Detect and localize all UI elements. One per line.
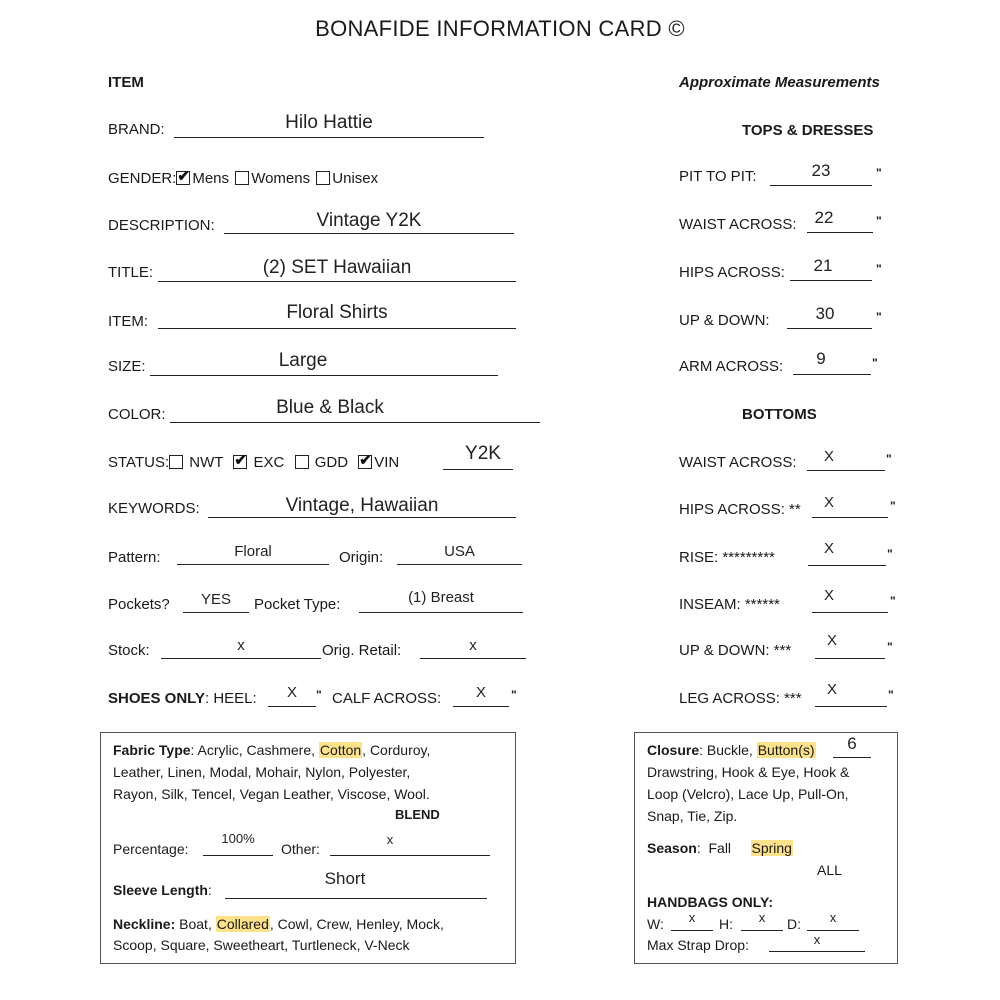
d-line <box>807 930 859 931</box>
pattern-field[interactable]: Floral <box>234 543 272 560</box>
d-label: D: <box>787 916 801 932</box>
gender-womens-checkbox[interactable] <box>235 171 249 185</box>
orig-retail-field[interactable]: x <box>469 637 477 654</box>
status-era-field[interactable]: Y2K <box>465 443 501 464</box>
sleeve-length-row <box>113 879 212 901</box>
pattern-label: Pattern: <box>108 549 161 566</box>
origin-field[interactable]: USA <box>444 543 475 560</box>
calf-inch-mark: " <box>511 688 517 702</box>
leg-across-line <box>815 706 887 707</box>
strap-line <box>769 951 865 952</box>
pockets-line <box>183 612 249 613</box>
description-field[interactable]: Vintage Y2K <box>316 210 422 231</box>
item-label: ITEM: <box>108 313 148 330</box>
h-label: H: <box>719 916 733 932</box>
inseam-line <box>812 612 888 613</box>
fabric-text-pre: : Acrylic, Cashmere, <box>190 742 319 758</box>
shoes-only-label: SHOES ONLY <box>108 690 205 707</box>
pit-to-pit-inch: " <box>876 166 882 180</box>
strap-label: Max Strap Drop: <box>647 937 749 953</box>
strap-field[interactable]: x <box>813 932 821 947</box>
bottoms-up-down-line <box>815 658 885 659</box>
neckline-line-2: Scoop, Square, Sweetheart, Turtleneck, V-Neck <box>113 937 410 953</box>
season-all[interactable]: ALL <box>817 862 842 878</box>
leg-across-field[interactable]: X <box>826 681 837 698</box>
status-gdd-checkbox[interactable] <box>295 455 309 469</box>
pockets-label: Pockets? <box>108 596 170 613</box>
closure-line-4: Snap, Tie, Zip. <box>647 808 738 824</box>
gender-mens-label: Mens <box>192 170 230 187</box>
gender-unisex-checkbox[interactable] <box>316 171 330 185</box>
bottoms-waist-field[interactable]: X <box>823 448 834 465</box>
fabric-line-3: Rayon, Silk, Tencel, Vegan Leather, Viscose, Wool. <box>113 786 430 802</box>
tops-up-down-line <box>787 328 872 329</box>
status-vin-label: VIN <box>374 454 400 471</box>
title-label: TITLE: <box>108 264 154 281</box>
closure-count-field[interactable]: 6 <box>847 734 857 753</box>
closure-box <box>634 732 898 964</box>
page-title: BONAFIDE INFORMATION CARD © <box>315 16 685 41</box>
arm-across-line <box>793 374 871 375</box>
keywords-label: KEYWORDS: <box>108 500 200 517</box>
tops-waist-field[interactable]: 22 <box>814 208 834 227</box>
origin-label: Origin: <box>339 549 384 566</box>
handbags-label: HANDBAGS ONLY: <box>647 894 774 910</box>
fabric-text-post: , Corduroy, <box>362 742 431 758</box>
rise-label: RISE: ********* <box>679 549 775 566</box>
closure-line-3: Loop (Velcro), Lace Up, Pull-On, <box>647 786 849 802</box>
item-field[interactable]: Floral Shirts <box>286 302 388 323</box>
item-section-label: ITEM <box>108 74 144 91</box>
bottoms-waist-inch: " <box>886 452 892 466</box>
inseam-label: INSEAM: ****** <box>679 596 780 613</box>
season-spring-highlight[interactable]: Spring <box>751 840 792 856</box>
bottoms-waist-label: WAIST ACROSS: <box>679 454 797 471</box>
closure-buttons-highlight[interactable]: Button(s) <box>757 742 815 758</box>
fabric-line-2: Leather, Linen, Modal, Mohair, Nylon, Polyester, <box>113 764 411 780</box>
color-field[interactable]: Blue & Black <box>276 397 384 418</box>
pattern-line <box>177 564 329 565</box>
measurements-heading: Approximate Measurements <box>679 74 880 91</box>
pocket-type-label: Pocket Type: <box>254 596 341 613</box>
calf-across-label: CALF ACROSS: <box>332 690 442 707</box>
fabric-type-label: Fabric Type <box>113 742 191 758</box>
status-nwt-checkbox[interactable] <box>169 455 183 469</box>
season-fall[interactable]: Fall <box>708 840 732 856</box>
sleeve-field[interactable]: Short <box>324 869 366 888</box>
neckline-label: Neckline: <box>113 916 176 932</box>
tops-up-down-field[interactable]: 30 <box>815 304 835 323</box>
other-label: Other: <box>281 841 320 857</box>
origin-line <box>397 564 522 565</box>
color-line <box>170 422 540 423</box>
status-exc-checkbox[interactable] <box>233 455 247 469</box>
status-label: STATUS: <box>108 454 170 471</box>
sleeve-colon: : <box>207 882 212 898</box>
neckline-line-1 <box>113 913 444 935</box>
arm-across-field[interactable]: 9 <box>816 349 826 368</box>
closure-line-1 <box>647 739 816 761</box>
h-field[interactable]: x <box>758 910 766 925</box>
bottoms-hips-inch: " <box>890 499 896 513</box>
tops-hips-inch: " <box>876 262 882 276</box>
heel-inch-mark: " <box>316 688 322 702</box>
other-line <box>330 855 490 856</box>
heel-label: : HEEL: <box>204 690 257 707</box>
calf-line <box>453 706 509 707</box>
leg-across-label: LEG ACROSS: *** <box>679 690 802 707</box>
bottoms-hips-line <box>812 517 888 518</box>
arm-across-inch: " <box>872 356 878 370</box>
h-line <box>741 930 783 931</box>
other-field[interactable]: x <box>386 832 394 847</box>
status-nwt-label: NWT <box>189 454 224 471</box>
size-line <box>150 375 498 376</box>
gender-unisex-label: Unisex <box>332 170 379 187</box>
pocket-type-field[interactable]: (1) Breast <box>408 589 474 606</box>
neckline-text-pre: Boat, <box>175 916 216 932</box>
sleeve-length-label: Sleeve Length <box>113 882 208 898</box>
heel-line <box>268 706 316 707</box>
tops-waist-line <box>807 232 873 233</box>
bottoms-up-down-label: UP & DOWN: *** <box>679 642 792 659</box>
w-field[interactable]: x <box>688 910 696 925</box>
status-gdd-label: GDD <box>314 454 349 471</box>
percentage-field[interactable]: 100% <box>221 831 255 846</box>
bottoms-heading: BOTTOMS <box>742 406 817 423</box>
closure-label: Closure <box>647 742 700 758</box>
fabric-line-1 <box>113 739 430 761</box>
tops-hips-line <box>790 280 872 281</box>
shoes-heel-label <box>108 690 257 707</box>
brand-field[interactable]: Hilo Hattie <box>285 112 373 133</box>
keywords-line <box>208 517 516 518</box>
closure-count-line <box>833 757 871 758</box>
rise-field[interactable]: X <box>823 540 834 557</box>
fabric-box <box>100 732 516 964</box>
w-line <box>671 930 713 931</box>
neckline-collared-highlight[interactable]: Collared <box>216 916 269 932</box>
tops-hips-field[interactable]: 21 <box>813 256 833 275</box>
color-label: COLOR: <box>108 406 166 423</box>
closure-text-pre: : Buckle, <box>699 742 757 758</box>
bottoms-waist-line <box>807 470 885 471</box>
pit-to-pit-label: PIT TO PIT: <box>679 168 757 185</box>
sleeve-line <box>225 898 487 899</box>
tops-waist-inch: " <box>876 214 882 228</box>
season-colon: : <box>696 840 701 856</box>
stock-field[interactable]: x <box>237 637 245 654</box>
title-field[interactable]: (2) SET Hawaiian <box>262 257 412 278</box>
brand-line <box>174 137 484 138</box>
status-exc-label: EXC <box>253 454 285 471</box>
percentage-line <box>203 855 273 856</box>
season-row <box>647 837 793 859</box>
keywords-field[interactable]: Vintage, Hawaiian <box>285 495 439 516</box>
bottoms-up-down-inch: " <box>887 640 893 654</box>
orig-retail-line <box>420 658 526 659</box>
gender-womens-label: Womens <box>251 170 311 187</box>
status-vin-checkbox[interactable] <box>358 455 372 469</box>
size-label: SIZE: <box>108 358 146 375</box>
description-line <box>224 233 514 234</box>
brand-label: BRAND: <box>108 121 165 138</box>
pit-to-pit-field[interactable]: 23 <box>811 161 831 180</box>
fabric-cotton-highlight[interactable]: Cotton <box>319 742 362 758</box>
tops-up-down-inch: " <box>876 310 882 324</box>
gender-label: GENDER: <box>108 170 177 187</box>
orig-retail-label: Orig. Retail: <box>322 642 402 659</box>
d-field[interactable]: x <box>829 910 837 925</box>
w-label: W: <box>647 916 664 932</box>
rise-inch: " <box>887 547 893 561</box>
description-label: DESCRIPTION: <box>108 217 215 234</box>
size-field[interactable]: Large <box>278 350 328 371</box>
gender-mens-checkbox[interactable] <box>176 171 190 185</box>
leg-across-inch: " <box>888 688 894 702</box>
pit-to-pit-line <box>770 185 872 186</box>
tops-waist-label: WAIST ACROSS: <box>679 216 797 233</box>
calf-field[interactable]: X <box>475 684 486 701</box>
blend-label: BLEND <box>395 807 440 822</box>
gender-row <box>108 170 378 187</box>
tops-heading: TOPS & DRESSES <box>742 122 874 139</box>
tops-hips-label: HIPS ACROSS: <box>679 264 785 281</box>
pockets-field[interactable]: YES <box>200 591 231 608</box>
neckline-text-post: , Cowl, Crew, Henley, Mock, <box>269 916 444 932</box>
closure-line-2: Drawstring, Hook & Eye, Hook & <box>647 764 850 780</box>
bottoms-hips-field[interactable]: X <box>823 494 834 511</box>
bottoms-hips-label: HIPS ACROSS: ** <box>679 501 801 518</box>
bottoms-up-down-field[interactable]: X <box>826 632 837 649</box>
rise-line <box>808 565 886 566</box>
title-line <box>158 281 516 282</box>
stock-label: Stock: <box>108 642 150 659</box>
inseam-field[interactable]: X <box>823 587 834 604</box>
stock-line <box>161 658 321 659</box>
inseam-inch: " <box>890 594 896 608</box>
item-line <box>158 328 516 329</box>
percentage-label: Percentage: <box>113 841 189 857</box>
heel-field[interactable]: X <box>286 684 297 701</box>
arm-across-label: ARM ACROSS: <box>679 358 784 375</box>
status-line <box>443 469 513 470</box>
status-row <box>108 454 399 471</box>
season-label: Season <box>647 840 697 856</box>
pocket-type-line <box>359 612 523 613</box>
tops-up-down-label: UP & DOWN: <box>679 312 770 329</box>
